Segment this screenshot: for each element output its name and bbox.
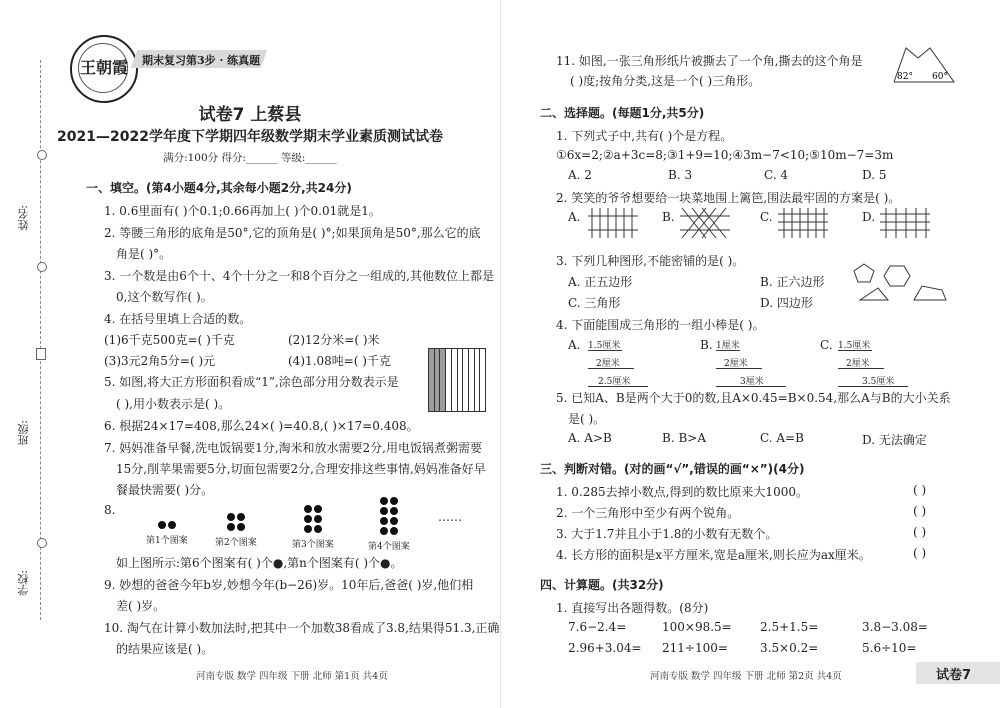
choice-3-option-c: C. 三角形	[568, 296, 621, 310]
stick-c2-label: 2厘米	[846, 359, 870, 369]
question-4-3: (3)3元2角5分=( )元	[104, 354, 216, 368]
binding-mark	[36, 348, 46, 360]
score-line: 满分:100分 得分:______ 等级:______	[163, 152, 337, 164]
question-8: 8.	[104, 503, 116, 517]
question-2: 2. 等腰三角形的底角是50°,它的顶角是( )°;如果顶角是50°,那么它的底	[104, 226, 481, 240]
page-divider	[500, 0, 501, 708]
question-3: 3. 一个数是由6个十、4个十分之一和8个百分之一组成的,其他数位上都是	[104, 269, 494, 283]
fence-d-figure	[880, 206, 932, 240]
choice-1-option-b: B. 3	[668, 168, 693, 182]
judge-1-answer[interactable]: ( )	[913, 483, 927, 497]
choice-2-option-c: C.	[760, 210, 773, 224]
choice-5-option-d: D. 无法确定	[862, 433, 927, 447]
question-11-cont: ( )度;按角分类,这是一个( )三角形。	[570, 74, 761, 88]
stick-a3-label: 2.5厘米	[598, 377, 631, 387]
shape-figures	[852, 262, 948, 304]
shaded-square-figure	[428, 348, 486, 412]
name-label: 姓名:	[17, 205, 30, 231]
choice-1-option-d: D. 5	[862, 168, 887, 182]
class-label: 班级:	[17, 420, 30, 446]
stick-a2-label: 2厘米	[596, 359, 620, 369]
calc-cell: 3.8−3.08=	[862, 620, 928, 634]
judge-4: 4. 长方形的面积是x平方厘米,宽是a厘米,则长应为ax厘米。	[556, 548, 871, 562]
choice-3-option-d: D. 四边形	[760, 296, 813, 310]
pattern-ellipsis: ……	[438, 510, 462, 524]
fence-c-figure	[778, 206, 830, 240]
stick-c3	[838, 386, 908, 387]
calc-cell: 2.96+3.04=	[568, 641, 642, 655]
choice-3-option-a: A. 正五边形	[568, 275, 633, 289]
judge-1: 1. 0.285去掉小数点,得到的数比原来大1000。	[556, 485, 808, 499]
question-8-text: 如上图所示:第6个图案有( )个●,第n个图案有( )个●。	[116, 556, 403, 570]
question-5: 5. 如图,将大正方形面积看成“1”,涂色部分用分数表示是	[104, 375, 399, 389]
stick-b1-label: 1厘米	[716, 341, 740, 351]
question-3-cont: 0,这个数写作( )。	[116, 290, 213, 304]
stick-a3	[588, 386, 648, 387]
question-7-cont: 15分,削苹果需要5分,切面包需要2分,合理安排这些事情,妈妈准备好早	[116, 462, 486, 476]
stick-b3	[716, 386, 786, 387]
choice-5-option-c: C. A=B	[760, 431, 804, 445]
question-11: 11. 如图,一张三角形纸片被撕去了一个角,撕去的这个角是	[556, 54, 863, 68]
choice-4-option-a: A.	[568, 338, 581, 352]
choice-5-option-a: A. A>B	[568, 431, 612, 445]
choice-1-option-c: C. 4	[764, 168, 789, 182]
calc-cell: 100×98.5=	[662, 620, 732, 634]
dot-pattern-2: 第2个图案	[215, 512, 257, 548]
stick-a1	[588, 350, 622, 351]
question-1: 1. 0.6里面有( )个0.1;0.66再加上( )个0.01就是1。	[104, 204, 381, 218]
judge-3: 3. 大于1.7并且小于1.8的小数有无数个。	[556, 527, 778, 541]
exam-subtitle: 2021—2022学年度下学期四年级数学期末学业素质测试试卷	[57, 129, 443, 145]
angle-60-label: 60°	[932, 72, 948, 82]
choice-4: 4. 下面能围成三角形的一组小棒是( )。	[556, 318, 765, 332]
choice-5: 5. 已知A、B是两个大于0的数,且A×0.45=B×0.54,那么A与B的大小关系	[556, 391, 951, 405]
stick-b3-label: 3厘米	[740, 377, 764, 387]
question-10: 10. 淘气在计算小数加法时,把其中一个加数38看成了3.8,结果得51.3,正确	[104, 621, 500, 635]
fence-b-figure	[680, 206, 732, 240]
exam-title: 试卷7 上蔡县	[198, 105, 302, 125]
choice-4-option-c: C.	[820, 338, 833, 352]
question-6: 6. 根据24×17=408,那么24×( )=40.8,( )×17=0.408。	[104, 419, 419, 433]
question-7-cont2: 餐最快需要( )分。	[116, 483, 214, 497]
question-2-cont: 角是( )°。	[116, 247, 172, 261]
stick-b2	[716, 368, 762, 369]
judge-4-answer[interactable]: ( )	[913, 546, 927, 560]
angle-82-label: 82°	[897, 72, 913, 82]
question-9-cont: 差( )岁。	[116, 599, 166, 613]
judge-2-answer[interactable]: ( )	[913, 504, 927, 518]
calc-cell: 5.6÷10=	[862, 641, 917, 655]
question-4-4: (4)1.08吨=( )千克	[288, 354, 391, 368]
choice-5-cont: 是( )。	[568, 412, 606, 426]
question-7: 7. 妈妈准备早餐,洗电饭锅要1分,淘米和放水需要2分,用电饭锅煮粥需要	[104, 441, 482, 455]
dot-pattern-4: 第4个图案	[368, 496, 410, 552]
choice-2-option-b: B.	[662, 210, 675, 224]
calc-cell: 7.6−2.4=	[568, 620, 627, 634]
calc-cell: 3.5×0.2=	[760, 641, 819, 655]
choice-2: 2. 笑笑的爷爷想要给一块菜地围上篱笆,围法最牢固的方案是( )。	[556, 191, 901, 205]
question-10-cont: 的结果应该是( )。	[116, 642, 214, 656]
school-label: 学校:	[17, 570, 30, 596]
choice-1-option-a: A. 2	[568, 168, 592, 182]
dot-pattern-3: 第3个图案	[292, 504, 334, 550]
torn-triangle-figure	[892, 44, 956, 86]
choice-3-option-b: B. 正六边形	[760, 275, 825, 289]
stick-b1	[716, 350, 740, 351]
choice-2-option-a: A.	[568, 210, 581, 224]
section-calc: 四、计算题。(共32分)	[540, 578, 664, 592]
calc-cell: 2.5+1.5=	[760, 620, 819, 634]
question-5-cont: ( ),用小数表示是( )。	[116, 397, 231, 411]
right-footer: 河南专版 数学 四年级 下册 北师 第2页 共4页	[650, 671, 842, 682]
question-4-2: (2)12分米=( )米	[288, 333, 380, 347]
choice-1-items: ①6x=2;②a+3c=8;③1+9=10;④3m−7<10;⑤10m−7=3m	[556, 148, 894, 162]
choice-3: 3. 下列几种图形,不能密铺的是( )。	[556, 254, 745, 268]
stick-a2	[588, 368, 634, 369]
stick-c1-label: 1.5厘米	[838, 341, 871, 351]
binding-hole	[37, 262, 47, 272]
section-fill-blank: 一、填空。(第4小题4分,其余每小题2分,共24分)	[86, 181, 352, 195]
left-footer: 河南专版 数学 四年级 下册 北师 第1页 共4页	[196, 671, 388, 682]
choice-1: 1. 下列式子中,共有( )个是方程。	[556, 129, 733, 143]
judge-3-answer[interactable]: ( )	[913, 525, 927, 539]
brand-logo: 王朝霞	[70, 35, 138, 103]
choice-5-option-b: B. B>A	[662, 431, 706, 445]
section-choice: 二、选择题。(每题1分,共5分)	[540, 106, 705, 120]
dot-pattern-1: 第1个图案	[146, 520, 188, 546]
choice-4-option-b: B.	[700, 338, 713, 352]
question-9: 9. 妙想的爸爸今年b岁,妙想今年(b−26)岁。10年后,爸爸( )岁,他们相	[104, 578, 474, 592]
stick-c2	[838, 368, 884, 369]
calc-cell: 211÷100=	[662, 641, 728, 655]
fence-a-figure	[588, 206, 640, 240]
calc-1: 1. 直接写出各题得数。(8分)	[556, 601, 709, 615]
judge-2: 2. 一个三角形中至少有两个锐角。	[556, 506, 740, 520]
question-4: 4. 在括号里填上合适的数。	[104, 312, 252, 326]
stick-a1-label: 1.5厘米	[588, 341, 621, 351]
stick-b2-label: 2厘米	[724, 359, 748, 369]
question-4-1: (1)6千克500克=( )千克	[104, 333, 235, 347]
section-judge: 三、判断对错。(对的画“√”,错误的画“×”)(4分)	[540, 462, 805, 476]
binding-hole	[37, 538, 47, 548]
exam-tab-label: 试卷7	[936, 668, 972, 683]
choice-2-option-d: D.	[862, 210, 876, 224]
step-label: 期末复习第3步 · 练真题	[142, 54, 261, 67]
stick-c1	[838, 350, 872, 351]
stick-c3-label: 3.5厘米	[862, 377, 895, 387]
